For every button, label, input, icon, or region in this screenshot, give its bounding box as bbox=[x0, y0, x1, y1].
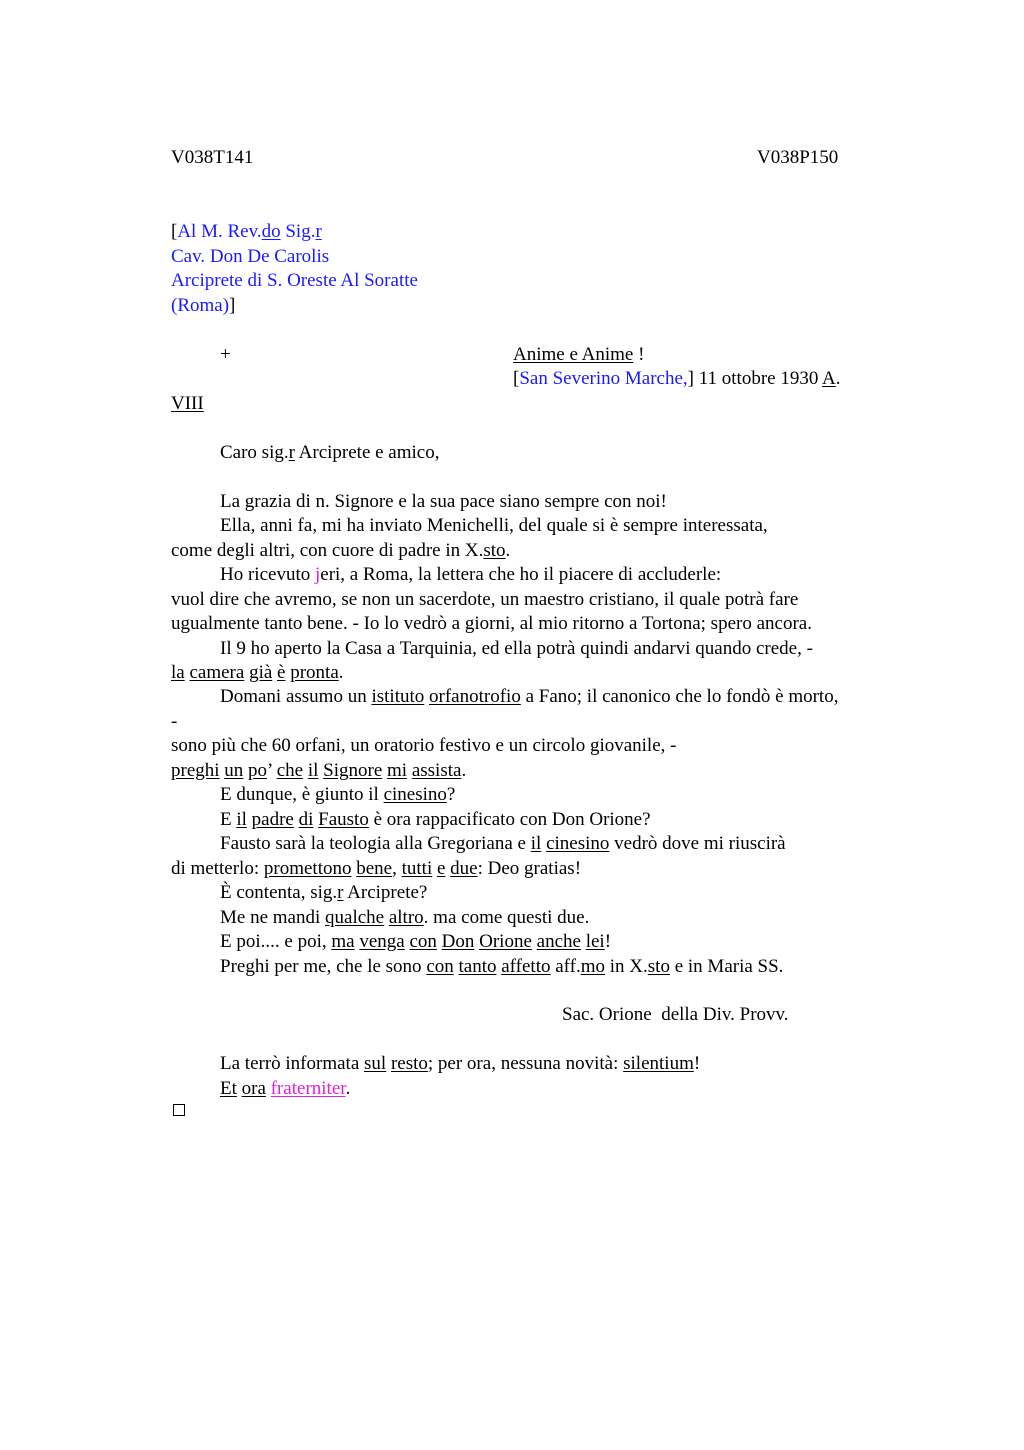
postscript-line: Et ora fraterniter. bbox=[220, 1078, 351, 1099]
body-line: Il 9 ho aperto la Casa a Tarquinia, ed ella potrà quindi andarvi quando crede, - bbox=[220, 638, 813, 659]
place: San Severino Marche, bbox=[519, 368, 688, 389]
address-line-2: Cav. Don De Carolis bbox=[171, 246, 330, 267]
date: 11 ottobre 1930 bbox=[693, 368, 823, 389]
greeting: Caro sig.r Arciprete e amico, bbox=[220, 442, 440, 463]
address-line-1 bbox=[171, 220, 322, 244]
bracket-open: [ bbox=[171, 221, 178, 242]
body-line: È contenta, sig.r Arciprete? bbox=[220, 882, 428, 903]
address-city: (Roma) bbox=[171, 295, 230, 316]
body-line: E poi.... e poi, ma venga con Don Orione anche lei! bbox=[220, 931, 612, 952]
motto: Anime e Anime ! bbox=[513, 344, 645, 365]
body-line: E il padre di Fausto è ora rappacificato con Don Orione? bbox=[220, 809, 651, 830]
letter-number: VIII bbox=[171, 393, 204, 414]
address-line-4 bbox=[171, 294, 235, 318]
body-line: ugualmente tanto bene. - Io lo vedrò a giorni, al mio ritorno a Tortona; spero ancora. bbox=[171, 613, 812, 634]
body-line: E dunque, è giunto il cinesino? bbox=[220, 784, 456, 805]
body-line: la camera già è pronta. bbox=[171, 662, 344, 683]
motto-text: Anime e Anime bbox=[513, 344, 634, 365]
address-sig-abbrev: r bbox=[315, 221, 322, 242]
body-line: Fausto sarà la teologia alla Gregoriana e il cinesino vedrò dove mi riuscirà bbox=[220, 833, 786, 854]
body-line: Domani assumo un istituto orfanotrofio a Fano; il canonico che lo fondò è morto, bbox=[220, 686, 839, 707]
bracket-close: ] bbox=[229, 295, 236, 316]
postscript-line: La terrò informata sul resto; per ora, nessuna novità: silentium! bbox=[220, 1053, 701, 1074]
cross-symbol: + bbox=[220, 344, 231, 365]
body-line: Ho ricevuto jeri, a Roma, la lettera che ho il piacere di accluderle: bbox=[220, 564, 722, 585]
body-line: sono più che 60 orfani, un oratorio festivo e un circolo giovanile, - bbox=[171, 735, 677, 756]
body-line: di metterlo: promettono bene, tutti e due: Deo gratias! bbox=[171, 858, 582, 879]
address-line-3: Arciprete di S. Oreste Al Soratte bbox=[171, 270, 418, 291]
address-title-abbrev: do bbox=[261, 221, 281, 242]
body-line: vuol dire che avremo, se non un sacerdote, un maestro cristiano, il quale potrà fare bbox=[171, 589, 799, 610]
body-line: - bbox=[171, 711, 178, 732]
address-title: Al M. Rev. bbox=[177, 221, 262, 242]
end-marker-box bbox=[173, 1104, 185, 1116]
body-line: Preghi per me, che le sono con tanto affetto aff.mo in X.sto e in Maria SS. bbox=[220, 956, 784, 977]
body-line: preghi un po’ che il Signore mi assista. bbox=[171, 760, 467, 781]
address-sig: Sig. bbox=[280, 221, 316, 242]
left-code: V038T141 bbox=[171, 147, 254, 168]
signature: Sac. Orione della Div. Provv. bbox=[562, 1004, 789, 1025]
body-line: Ella, anni fa, mi ha inviato Menichelli, del quale si è sempre interessata, bbox=[220, 515, 768, 536]
body-line: La grazia di n. Signore e la sua pace siano sempre con noi! bbox=[220, 491, 667, 512]
right-code: V038P150 bbox=[757, 147, 839, 168]
body-line: come degli altri, con cuore di padre in X.sto. bbox=[171, 540, 511, 561]
place-date: [San Severino Marche,] 11 ottobre 1930 A. bbox=[513, 368, 841, 389]
body-line: Me ne mandi qualche altro. ma come questi due. bbox=[220, 907, 590, 928]
